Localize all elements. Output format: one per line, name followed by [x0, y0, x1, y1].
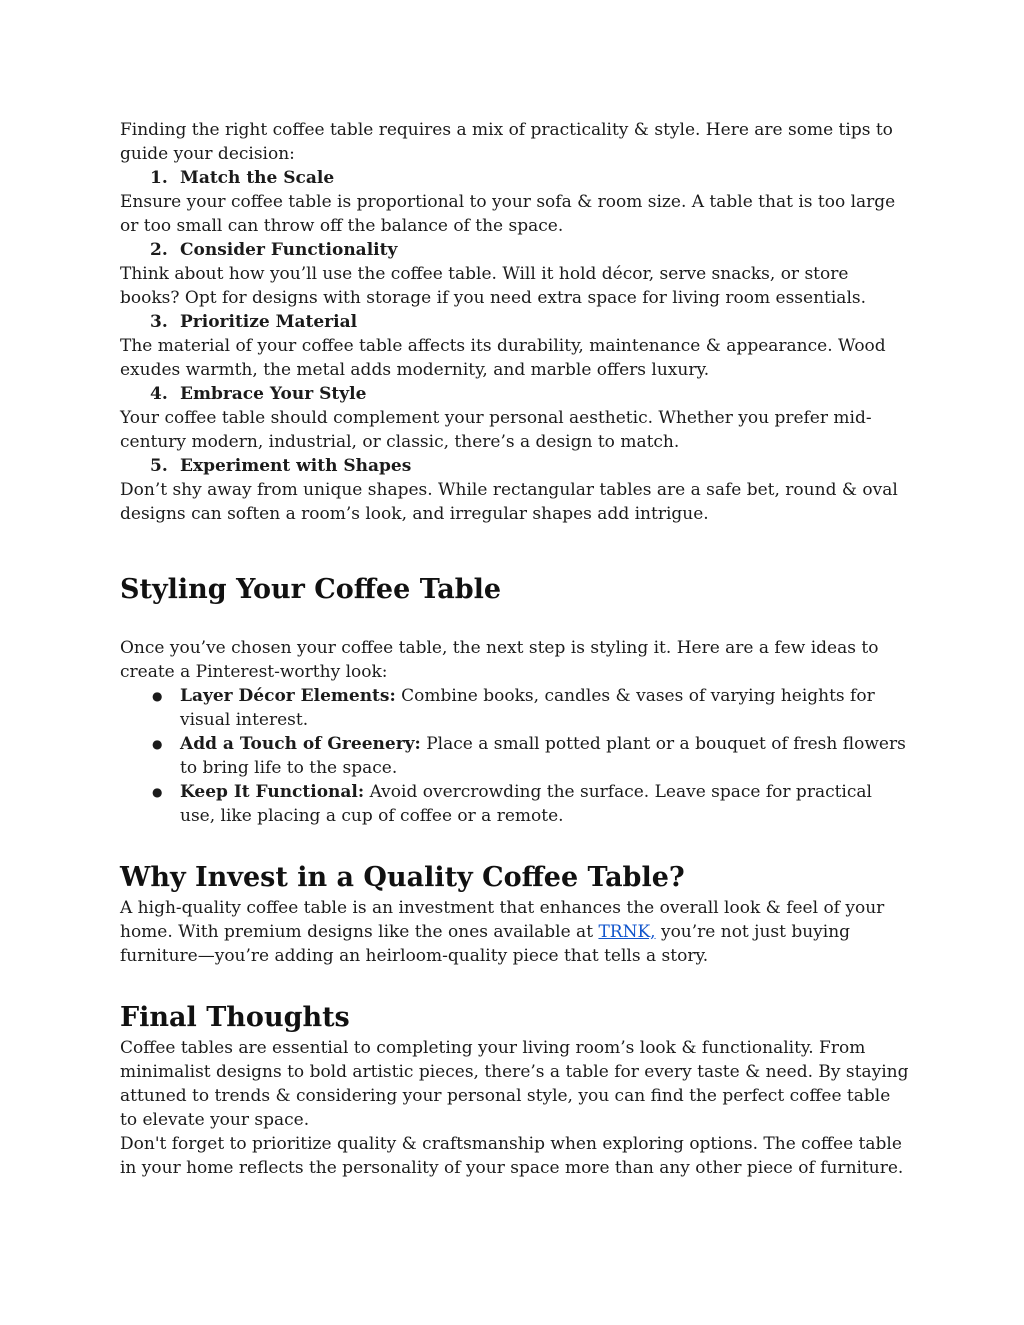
bullet-label: Layer Décor Elements:: [180, 686, 396, 706]
tip-title: Match the Scale: [180, 168, 335, 188]
final-paragraph-1: Coffee tables are essential to completing your living room’s look & functionality. From minimalist designs to bold artistic pieces, there’s a table for every taste & need. By staying attuned to trends & considering your personal style, you can find the perfect coffee table to elevate your space.: [120, 1038, 909, 1130]
tip-body: The material of your coffee table affects its durability, maintenance & appearance. Wood exudes warmth, the metal adds modernity, and marble offers luxury.: [120, 336, 886, 380]
bullet-icon: ●: [152, 737, 163, 751]
bullet-text: Place a small potted plant or a bouquet of fresh flowers to bring life to the space.: [180, 734, 906, 778]
bullet-text: Avoid overcrowding the surface. Leave space for practical use, like placing a cup of coffee or a remote.: [180, 782, 872, 826]
tip-title: Experiment with Shapes: [180, 456, 412, 476]
tip-item: [120, 454, 910, 478]
intro-paragraph: Finding the right coffee table requires a mix of practicality & style. Here are some tips to guide your decision:: [120, 120, 893, 164]
bullet-icon: ●: [152, 689, 163, 703]
bullet-icon: ●: [152, 785, 163, 799]
list-item: [120, 780, 910, 828]
bullet-label: Add a Touch of Greenery:: [180, 734, 421, 754]
tip-body: Don’t shy away from unique shapes. While rectangular tables are a safe bet, round & oval designs can soften a room’s look, and irregular shapes add intrigue.: [120, 480, 898, 524]
tip-body: Think about how you’ll use the coffee table. Will it hold décor, serve snacks, or store books? Opt for designs with storage if you need extra space for living room essentials.: [120, 264, 867, 308]
tip-item: [120, 238, 910, 262]
why-text-before: A high-quality coffee table is an investment that enhances the overall look & feel of your home. With premium designs like the ones available at: [120, 898, 885, 942]
document-page: [120, 118, 910, 1180]
tip-item: [120, 166, 910, 190]
list-item: [120, 732, 910, 780]
why-heading: Why Invest in a Quality Coffee Table?: [120, 862, 685, 893]
tip-number: 4.: [150, 384, 168, 404]
tip-number: 5.: [150, 456, 168, 476]
styling-intro: Once you’ve chosen your coffee table, the next step is styling it. Here are a few ideas to create a Pinterest-worthy look:: [120, 638, 879, 682]
final-paragraph-2: Don't forget to prioritize quality & craftsmanship when exploring options. The coffee table in your home reflects the personality of your space more than any other piece of furniture.: [120, 1134, 904, 1178]
why-paragraph: [120, 896, 910, 968]
why-text-after: you’re not just buying furniture—you’re adding an heirloom-quality piece that tells a story.: [120, 922, 851, 966]
tip-number: 1.: [150, 168, 168, 188]
tip-item: [120, 382, 910, 406]
tip-number: 3.: [150, 312, 168, 332]
final-heading: Final Thoughts: [120, 1002, 350, 1033]
tip-number: 2.: [150, 240, 168, 260]
tip-title: Prioritize Material: [180, 312, 358, 332]
tip-title: Embrace Your Style: [180, 384, 367, 404]
list-item: [120, 684, 910, 732]
styling-list: [120, 684, 910, 828]
bullet-text: Combine books, candles & vases of varying heights for visual interest.: [180, 686, 875, 730]
tip-item: [120, 310, 910, 334]
tip-body: Ensure your coffee table is proportional to your sofa & room size. A table that is too large or too small can throw off the balance of the space.: [120, 192, 896, 236]
styling-heading: Styling Your Coffee Table: [120, 574, 502, 605]
bullet-label: Keep It Functional:: [180, 782, 365, 802]
tip-body: Your coffee table should complement your personal aesthetic. Whether you prefer mid-century modern, industrial, or classic, there’s a design to match.: [120, 408, 872, 452]
trnk-link[interactable]: TRNK,: [598, 922, 656, 942]
tip-title: Consider Functionality: [180, 240, 398, 260]
